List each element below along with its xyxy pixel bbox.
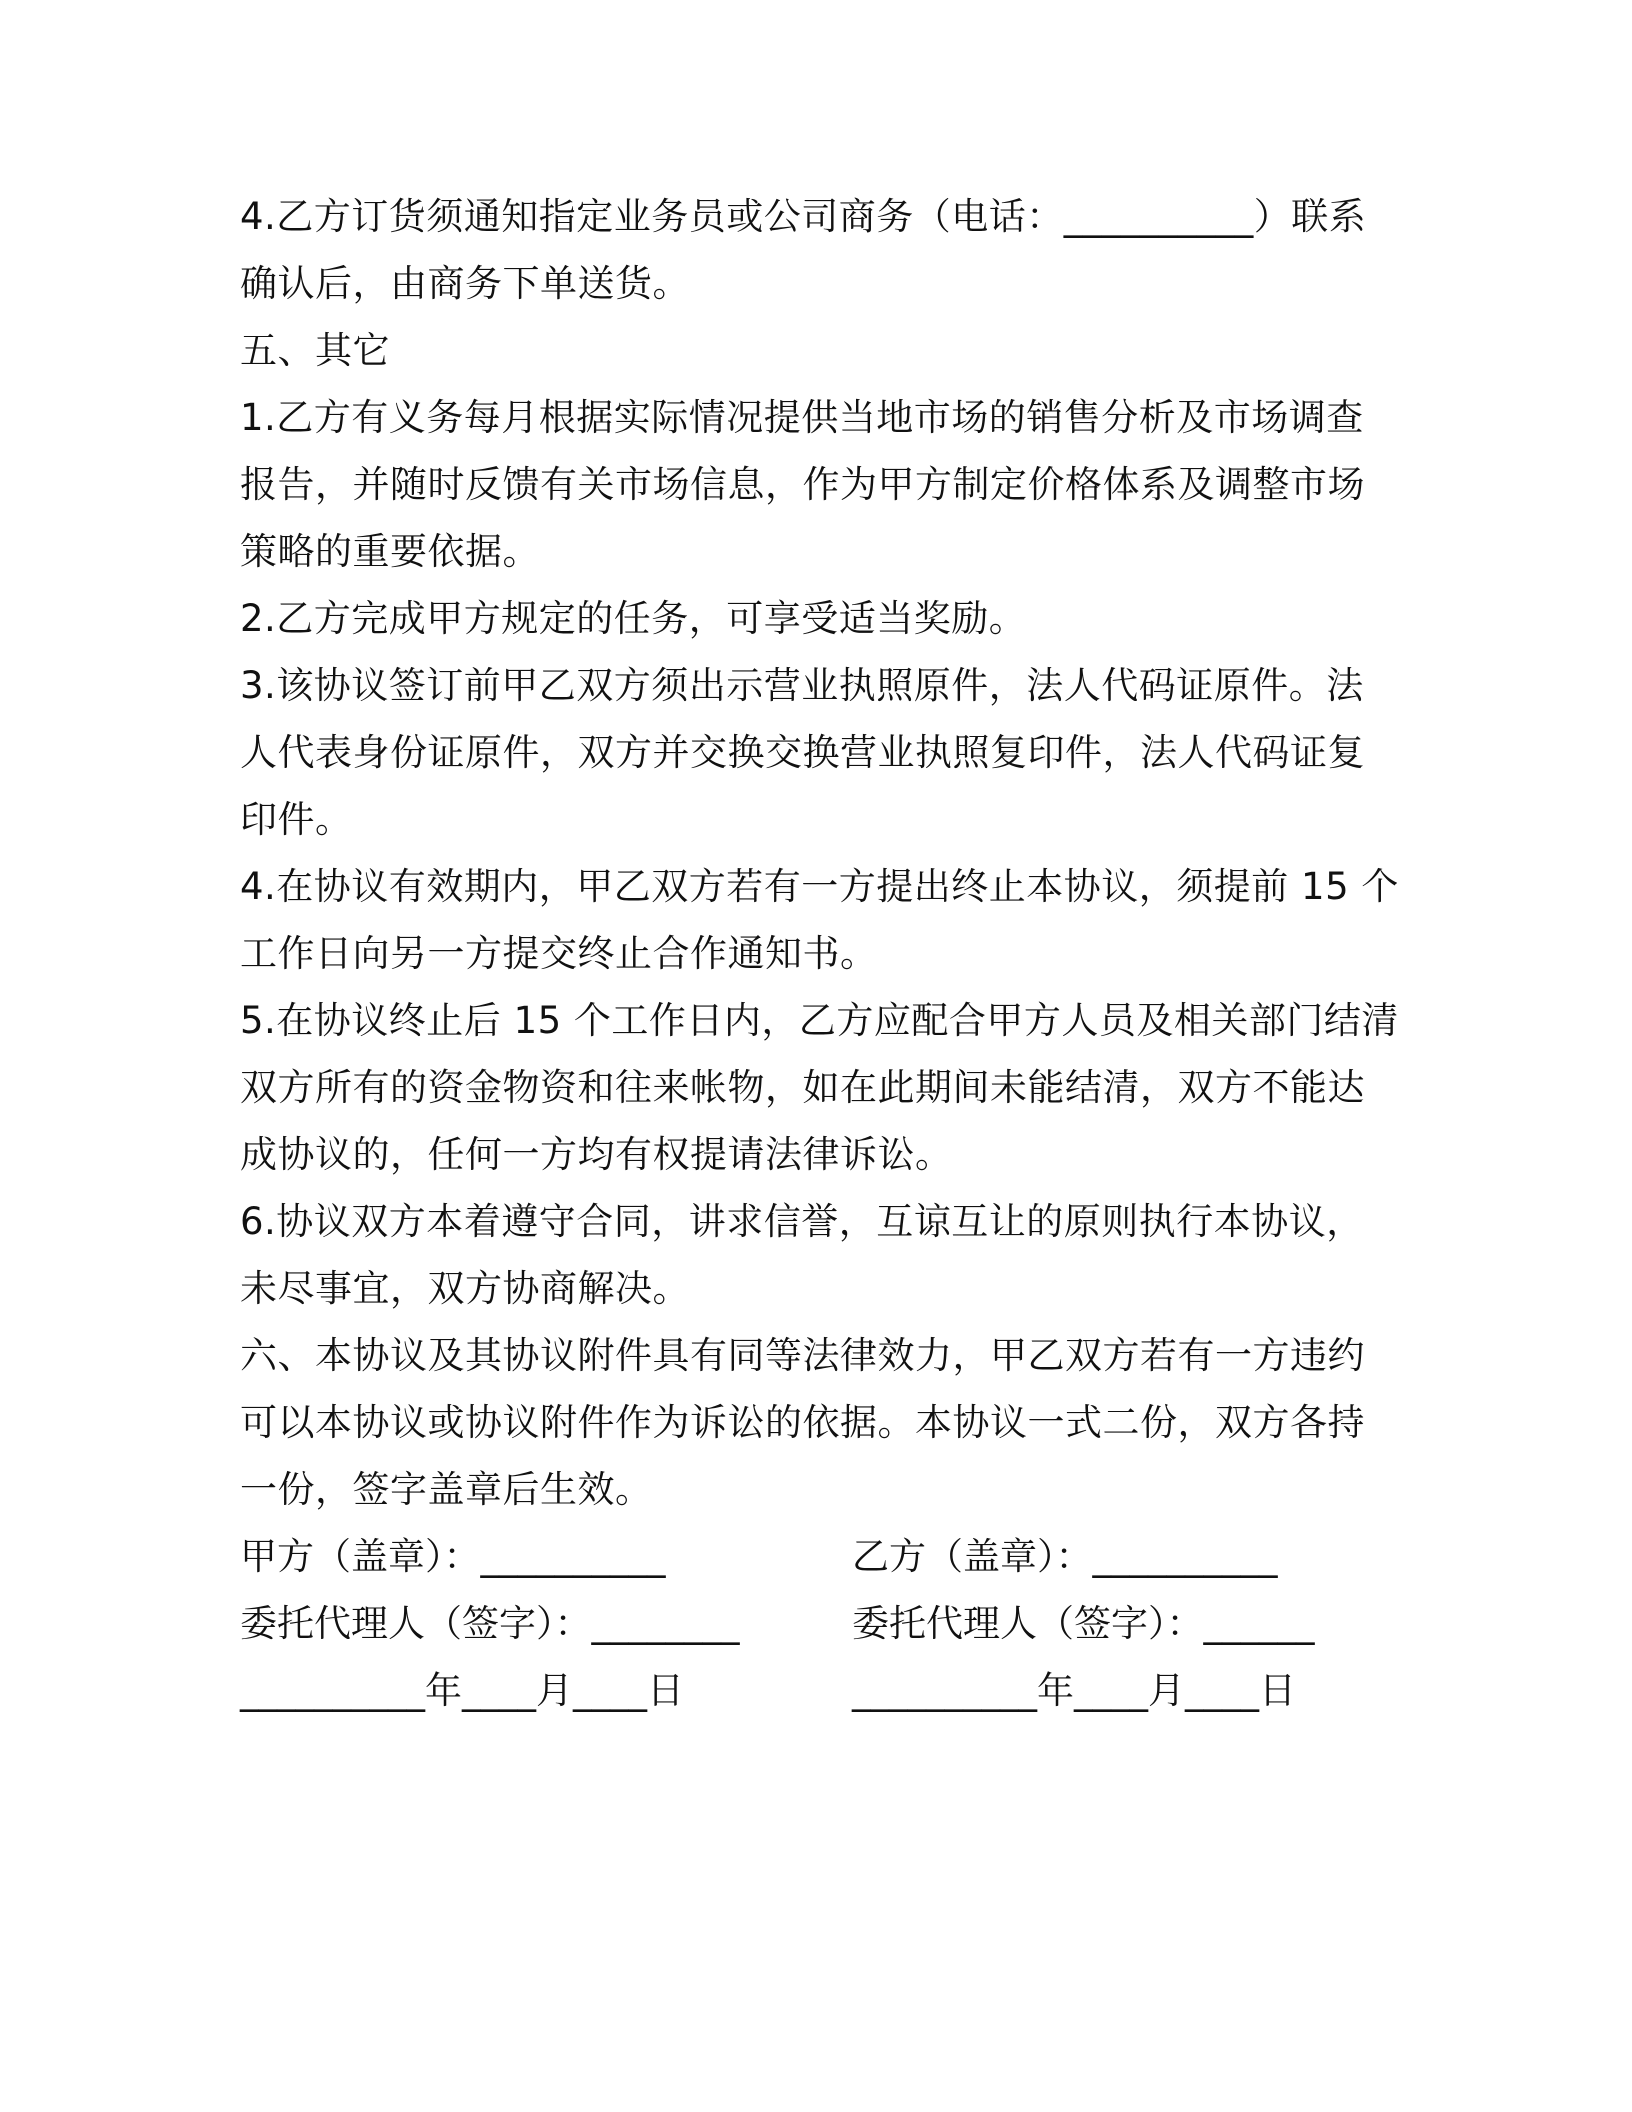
signature-agent-row (240, 1590, 1390, 1657)
document-body (240, 183, 1399, 1724)
text-line: 报告，并随时反馈有关市场信息，作为甲方制定价格体系及调整市场 (240, 463, 1365, 506)
party-a-date: __________年____月____日 (240, 1669, 684, 1712)
text-line: 4.在协议有效期内，甲乙双方若有一方提出终止本协议，须提前 15 个 (240, 865, 1399, 908)
text-line: 工作日向另一方提交终止合作通知书。 (240, 932, 878, 975)
text-line: 可以本协议或协议附件作为诉讼的依据。本协议一式二份，双方各持 (240, 1401, 1365, 1444)
section-heading: 六、本协议及其协议附件具有同等法律效力，甲乙双方若有一方违约 (240, 1334, 1365, 1377)
section-heading: 五、其它 (240, 329, 390, 372)
text-line: 2.乙方完成甲方规定的任务，可享受适当奖励。 (240, 597, 1027, 640)
text-line: 6.协议双方本着遵守合同，讲求信誉，互谅互让的原则执行本协议， (240, 1200, 1364, 1243)
text-line: 一份，签字盖章后生效。 (240, 1468, 653, 1511)
text-line: 5.在协议终止后 15 个工作日内，乙方应配合甲方人员及相关部门结清 (240, 999, 1399, 1042)
text-line: 4.乙方订货须通知指定业务员或公司商务（电话：__________）联系 (240, 195, 1367, 238)
signature-seal-row (240, 1523, 1390, 1590)
text-line: 3.该协议签订前甲乙双方须出示营业执照原件，法人代码证原件。法 (240, 664, 1364, 707)
party-b-date: __________年____月____日 (852, 1669, 1296, 1712)
text-line: 印件。 (240, 798, 353, 841)
party-b-agent: 委托代理人（签字）：______ (852, 1602, 1315, 1645)
party-a-seal: 甲方（盖章）：__________ (240, 1535, 666, 1578)
signature-date-row (240, 1657, 1390, 1724)
party-a-agent: 委托代理人（签字）：________ (240, 1602, 740, 1645)
text-line: 双方所有的资金物资和往来帐物，如在此期间未能结清，双方不能达 (240, 1066, 1365, 1109)
text-line: 1.乙方有义务每月根据实际情况提供当地市场的销售分析及市场调查 (240, 396, 1364, 439)
text-line: 未尽事宜，双方协商解决。 (240, 1267, 690, 1310)
text-line: 人代表身份证原件，双方并交换交换营业执照复印件，法人代码证复 (240, 731, 1365, 774)
text-line: 确认后，由商务下单送货。 (240, 262, 690, 305)
text-line: 策略的重要依据。 (240, 530, 540, 573)
text-line: 成协议的，任何一方均有权提请法律诉讼。 (240, 1133, 953, 1176)
party-b-seal: 乙方（盖章）：__________ (852, 1535, 1278, 1578)
